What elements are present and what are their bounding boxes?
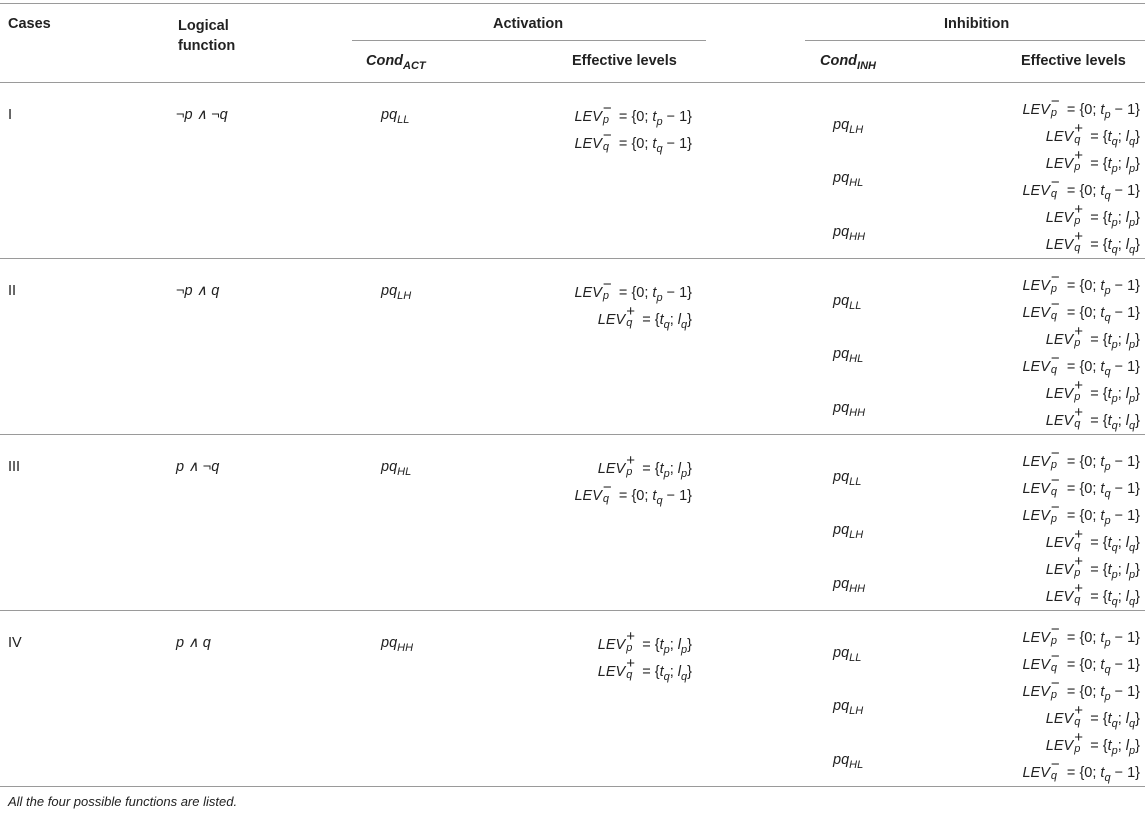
effective-level-expression: LEV + p = {$t_p$; $l_p$}: [597, 628, 692, 656]
level-sign-subscript: − q: [602, 479, 612, 505]
condition-pq: $pq_{HL}$: [833, 170, 864, 189]
effective-level-expression: LEV − q = {0; $t_q - 1$}: [1022, 756, 1140, 784]
condition-pq: $pq_{LH}$: [833, 522, 864, 541]
condition-pq: $pq_{LL}$: [833, 469, 862, 488]
header-logical-function: [178, 16, 258, 56]
effective-level-expression: LEV + p = {$t_p$; $l_p$}: [1045, 377, 1140, 405]
cond-inh-label: Cond: [820, 53, 858, 69]
level-sign-subscript: − p: [1050, 93, 1060, 119]
effective-level-expression: LEV + q = {$t_q$; $l_q$}: [1045, 702, 1140, 730]
level-sign-subscript: − p: [1050, 445, 1060, 471]
effective-level-expression: LEV − q = {0; $t_q - 1$}: [1022, 174, 1140, 202]
header-activation: Activation: [493, 16, 564, 32]
level-sign-subscript: − p: [602, 100, 612, 126]
effective-level-expression: LEV − q = {0; $t_q - 1$}: [574, 127, 692, 155]
level-sign-subscript: + q: [1074, 404, 1083, 430]
level-sign-subscript: + q: [626, 303, 635, 329]
condition-pq: $pq_{LL}$: [381, 107, 410, 126]
condition-pq: $pq_{LH}$: [381, 283, 412, 302]
effective-level-expression: LEV − q = {0; $t_q - 1$}: [1022, 472, 1140, 500]
condition-pq: $pq_{HH}$: [833, 400, 866, 419]
level-sign-subscript: + q: [1074, 526, 1083, 552]
level-sign-subscript: − q: [1050, 174, 1060, 200]
top-rule: [0, 3, 1145, 4]
effective-level-expression: LEV + p = {$t_p$; $l_p$}: [1045, 147, 1140, 175]
header-logical-function-text: Logical function: [178, 18, 236, 54]
condition-pq: $pq_{HL}$: [833, 346, 864, 365]
condition-pq: $pq_{LL}$: [833, 645, 862, 664]
row-rule-3: [0, 610, 1145, 611]
case-label: I: [8, 107, 13, 123]
effective-level-expression: LEV − p = {0; $t_p - 1$}: [1022, 445, 1140, 473]
level-sign-subscript: + p: [1074, 377, 1083, 403]
level-sign-subscript: − q: [1050, 756, 1060, 782]
cond-act-sub: ACT: [403, 60, 426, 72]
bottom-rule: [0, 786, 1145, 787]
level-sign-subscript: − q: [1050, 350, 1060, 376]
row-rule-1: [0, 258, 1145, 259]
effective-level-expression: LEV + q = {$t_q$; $l_q$}: [597, 303, 692, 331]
level-sign-subscript: − q: [1050, 296, 1060, 322]
condition-pq: $pq_{HH}$: [833, 224, 866, 243]
condition-pq: $pq_{HH}$: [833, 576, 866, 595]
level-sign-subscript: − p: [1050, 269, 1060, 295]
condition-pq: $pq_{HH}$: [381, 635, 414, 654]
inhibition-underline: [805, 40, 1145, 41]
effective-level-expression: LEV + p = {$t_p$; $l_p$}: [1045, 729, 1140, 757]
level-sign-subscript: − p: [602, 276, 612, 302]
level-sign-subscript: − q: [1050, 648, 1060, 674]
level-sign-subscript: + q: [1074, 580, 1083, 606]
effective-level-expression: LEV − q = {0; $t_q - 1$}: [1022, 296, 1140, 324]
effective-level-expression: LEV − q = {0; $t_q - 1$}: [1022, 648, 1140, 676]
effective-level-expression: LEV − q = {0; $t_q - 1$}: [1022, 350, 1140, 378]
header-effective-levels-inh: Effective levels: [1021, 53, 1126, 69]
effective-level-expression: LEV + p = {$t_p$; $l_p$}: [1045, 201, 1140, 229]
effective-level-expression: LEV − p = {0; $t_p - 1$}: [1022, 269, 1140, 297]
condition-pq: $pq_{LL}$: [833, 293, 862, 312]
header-effective-levels-act: Effective levels: [572, 53, 677, 69]
level-sign-subscript: − p: [1050, 675, 1060, 701]
effective-level-expression: LEV − p = {0; $t_p - 1$}: [574, 100, 692, 128]
case-label: III: [8, 459, 21, 475]
level-sign-subscript: − q: [602, 127, 612, 153]
effective-level-expression: LEV + q = {$t_q$; $l_q$}: [1045, 526, 1140, 554]
header-inhibition: Inhibition: [944, 16, 1010, 32]
logical-function: p ∧ q: [176, 635, 211, 651]
effective-level-expression: LEV + q = {$t_q$; $l_q$}: [597, 655, 692, 683]
effective-level-expression: LEV − p = {0; $t_p - 1$}: [574, 276, 692, 304]
effective-level-expression: LEV − q = {0; $t_q - 1$}: [574, 479, 692, 507]
case-label: II: [8, 283, 17, 299]
level-sign-subscript: + p: [626, 628, 635, 654]
header-rule: [0, 82, 1145, 83]
header-cond-act: [366, 53, 426, 72]
effective-level-expression: LEV + q = {$t_q$; $l_q$}: [1045, 404, 1140, 432]
condition-pq: $pq_{LH}$: [833, 698, 864, 717]
level-sign-subscript: − q: [1050, 472, 1060, 498]
header-cond-inh: [820, 53, 876, 72]
level-sign-subscript: + q: [1074, 702, 1083, 728]
level-sign-subscript: + p: [1074, 147, 1083, 173]
effective-level-expression: LEV + p = {$t_p$; $l_p$}: [1045, 553, 1140, 581]
effective-level-expression: LEV + q = {$t_q$; $l_q$}: [1045, 120, 1140, 148]
cond-inh-sub: INH: [857, 60, 876, 72]
level-sign-subscript: + q: [1074, 120, 1083, 146]
activation-underline: [352, 40, 706, 41]
effective-level-expression: LEV − p = {0; $t_p - 1$}: [1022, 499, 1140, 527]
condition-pq: $pq_{HL}$: [381, 459, 412, 478]
level-sign-subscript: − p: [1050, 621, 1060, 647]
logical-function: ¬p ∧ ¬q: [176, 107, 228, 123]
effective-level-expression: LEV + q = {$t_q$; $l_q$}: [1045, 580, 1140, 608]
case-label: IV: [8, 635, 22, 651]
level-sign-subscript: + q: [626, 655, 635, 681]
table-footnote: All the four possible functions are listed.: [8, 794, 238, 809]
effective-level-expression: LEV − p = {0; $t_p - 1$}: [1022, 621, 1140, 649]
condition-pq: $pq_{LH}$: [833, 117, 864, 136]
condition-pq: $pq_{HL}$: [833, 752, 864, 771]
level-sign-subscript: + p: [1074, 201, 1083, 227]
level-sign-subscript: + q: [1074, 228, 1083, 254]
effective-level-expression: LEV + p = {$t_p$; $l_p$}: [1045, 323, 1140, 351]
cond-act-label: Cond: [366, 53, 404, 69]
level-sign-subscript: + p: [626, 452, 635, 478]
row-rule-2: [0, 434, 1145, 435]
level-sign-subscript: + p: [1074, 553, 1083, 579]
header-cases: Cases: [8, 16, 51, 32]
level-sign-subscript: + p: [1074, 323, 1083, 349]
level-sign-subscript: − p: [1050, 499, 1060, 525]
logical-function: ¬p ∧ q: [176, 283, 220, 299]
effective-level-expression: LEV − p = {0; $t_p - 1$}: [1022, 93, 1140, 121]
logical-function: p ∧ ¬q: [176, 459, 220, 475]
effective-level-expression: LEV + q = {$t_q$; $l_q$}: [1045, 228, 1140, 256]
effective-level-expression: LEV − p = {0; $t_p - 1$}: [1022, 675, 1140, 703]
effective-level-expression: LEV + p = {$t_p$; $l_p$}: [597, 452, 692, 480]
level-sign-subscript: + p: [1074, 729, 1083, 755]
